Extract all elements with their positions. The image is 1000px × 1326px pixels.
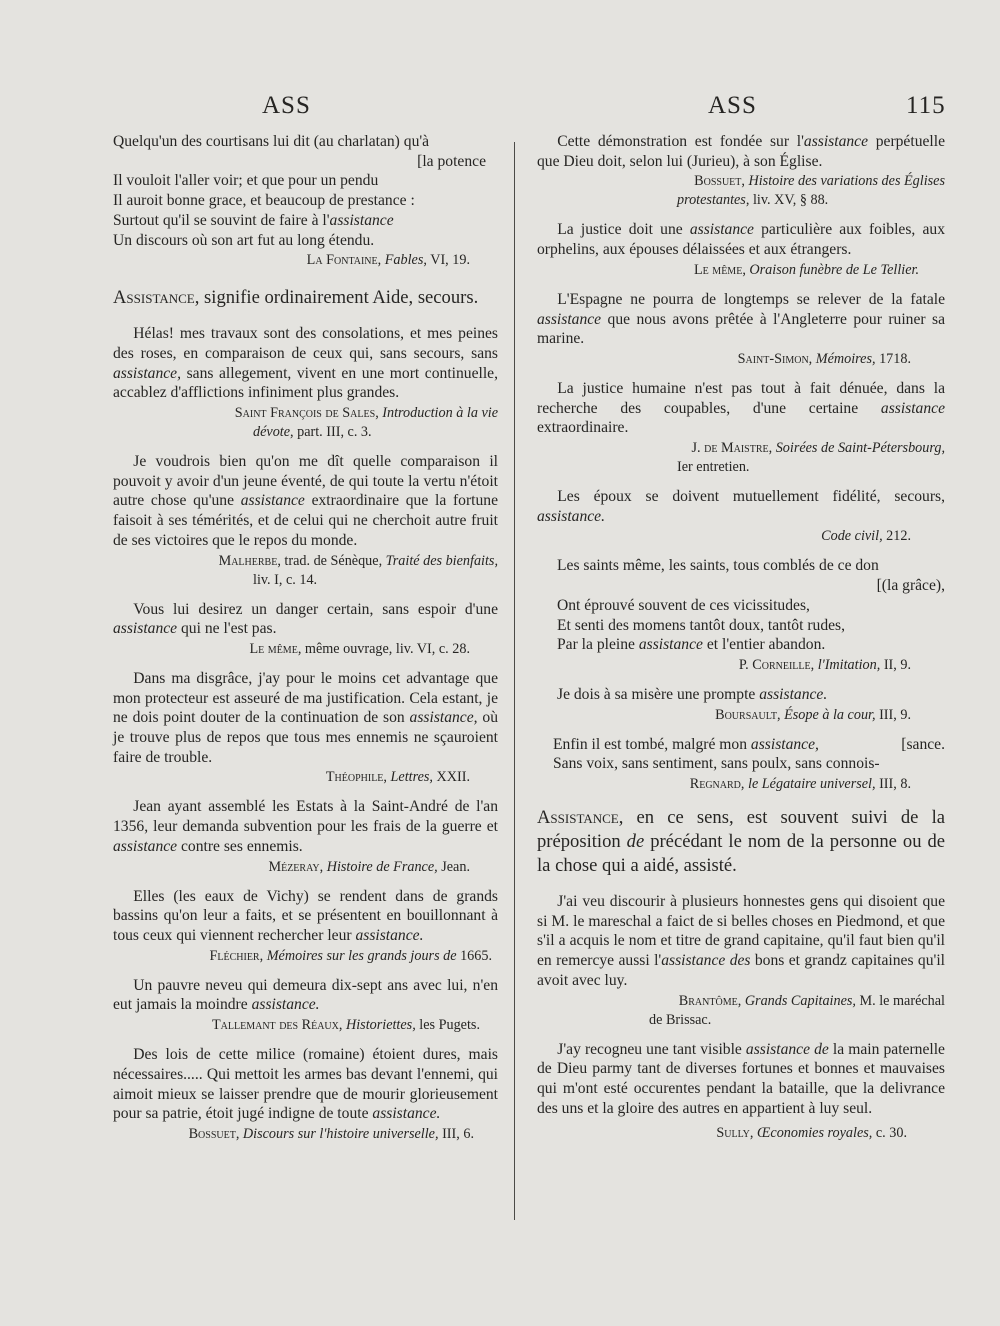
- verse-line: Il auroit bonne grace, et beaucoup de prestance :: [113, 192, 415, 210]
- quotation: Vous lui desirez un danger certain, sans espoir d'une assistance qui ne l'est pas. Le même, même ouvrage, liv. VI, c. 28.: [113, 600, 498, 657]
- quotation: Hélas! mes travaux sont des consolations, et mes peines des roses, en comparaison de ceux qui, sans secours, sans assistance, sans allegement, vivent en une mort continuelle, accablez d'afflictions infiniment plus grandes. Saint François de Sales, Introduction à la vie dévote, part. III, c. 3.: [113, 325, 498, 441]
- quotation: J'ay recogneu une tant visible assistance de la main paternelle de Dieu parmy tant de diverses fortunes et bonnes et mauvaises qui m'ont esté occurentes pendant la bataille, que la delivrance des uns et la gloire des autres en appartient à luy seul. Sully, Œconomies royales, c. 30.: [537, 1040, 945, 1142]
- verse-line: Ont éprouvé souvent de ces vicissitudes,: [557, 596, 810, 614]
- attribution: Regnard, le Légataire universel, III, 8.: [689, 776, 911, 793]
- quotation: La justice humaine n'est pas tout à fait dénuée, dans la recherche des coupables, d'une certaine assistance extraordinaire. J. de Maistre, Soirées de Saint-Pétersbourg, Ier entretien.: [537, 379, 945, 476]
- quotation: L'Espagne ne pourra de longtemps se relever de la fatale assistance que nous avons prêtée à l'Angleterre pour ruiner sa marine. Saint-Simon, Mémoires, 1718.: [537, 290, 945, 367]
- verse-line: Et senti des momens tantôt doux, tantôt rudes,: [557, 616, 846, 634]
- right-column: [537, 132, 945, 1153]
- verse-quote: [537, 735, 945, 794]
- quotation: Des lois de cette milice (romaine) étoient dures, mais nécessaires..... Qui mettoit les armes bas devant l'ennemi, qui aimoit mieux se laisser prendre que de mourir glorieusement pour sa patrie, étoit jugé indigne de toute assistance. Bossuet, Discours sur l'histoire universelle, III, 6.: [113, 1046, 498, 1142]
- verse-line: Par la pleine assistance et l'entier abandon.: [557, 636, 826, 654]
- verse-line: Il vouloit l'aller voir; et que pour un pendu: [113, 172, 379, 190]
- quotation: Elles (les eaux de Vichy) se rendent dans de grands bassins qu'on leur a faits, et se présentent en bouillonnant à tous ceux qui viennent rechercher leur assistance. Fléchier, Mémoires sur les grands jours de 1665.: [113, 887, 498, 964]
- page-number: 115: [906, 92, 946, 119]
- running-head-left: ASS: [262, 92, 311, 119]
- verse-quote: [537, 685, 945, 725]
- definition: Assistance, en ce sens, est souvent suivi de la préposition de précédant le nom de la personne ou de la chose qui a aidé, assisté.: [537, 807, 946, 877]
- attribution: Sully, Œconomies royales, c. 30.: [716, 1125, 907, 1142]
- attribution: Le même, même ouvrage, liv. VI, c. 28.: [249, 640, 470, 657]
- attribution: Fléchier, Mémoires sur les grands jours de 1665.: [209, 947, 492, 964]
- attribution: Le même, Oraison funèbre de Le Tellier.: [693, 261, 919, 278]
- verse-quote: [113, 132, 498, 270]
- attribution: Boursault, Ésope à la cour, III, 9.: [715, 706, 911, 723]
- verse-line: Un discours où son art fut au long étendu.: [113, 231, 375, 249]
- quotation: J'ai veu discourir à plusieurs honnestes gens qui disoient que si M. le mareschal a faict de si belles choses en Piedmond, et que s'il a acquis le nom et titre de grand capitaine, qu'il faut bien qu'il en remercye aussi l'assistance des bons et grandz capitaines qu'il avoit avec luy. Brantôme, Grands Capitaines, M. le maréchal de Brissac.: [537, 893, 945, 1028]
- verse-line: Enfin il est tombé, malgré mon assistance, [sance.: [553, 735, 945, 753]
- verse-line: Surtout qu'il se souvint de faire à l'assistance: [113, 211, 394, 229]
- attribution: Saint François de Sales, Introduction à la vie: [234, 405, 498, 422]
- verse-line: [la potence: [417, 152, 486, 170]
- verse-line: [(la grâce),: [876, 577, 945, 595]
- attribution: Code civil, 212.: [821, 528, 911, 545]
- attribution: Brantôme, Grands Capitaines, M. le maréchal: [678, 992, 945, 1009]
- column-divider: [514, 142, 515, 1220]
- attribution: P. Corneille, l'Imitation, II, 9.: [738, 656, 911, 673]
- attribution: La Fontaine, Fables, VI, 19.: [306, 252, 470, 269]
- verse-line: Sans voix, sans sentiment, sans poulx, sans connois-: [553, 755, 880, 773]
- quotation: Je voudrois bien qu'on me dît quelle comparaison il pouvoit y avoir d'un jeune éventé, de qui toute la vertu n'étoit autre chose qu'une assistance extraordinaire que la fortune faisoit à ses témérités, et de celui qui ne cherchoit autre fruit de ses victoires que le repos du monde. Malherbe, trad. de Sénèque, Traité des bienfaits, liv. I, c. 14.: [113, 453, 498, 588]
- attribution: J. de Maistre, Soirées de Saint-Pétersbourg,: [691, 440, 945, 457]
- attribution: Malherbe, trad. de Sénèque, Traité des bienfaits,: [218, 552, 498, 569]
- quotation: Les époux se doivent mutuellement fidélité, secours, assistance. Code civil, 212.: [537, 488, 945, 545]
- quotation: Cette démonstration est fondée sur l'assistance perpétuelle que Dieu doit, selon lui (Jurieu), à son Église. Bossuet, Histoire des variations des Églises protestantes, liv. XV, § 88.: [537, 133, 945, 209]
- definition: Assistance, signifie ordinairement Aide, secours.: [113, 287, 479, 309]
- left-column: [113, 132, 498, 1154]
- quotation: Jean ayant assemblé les Estats à la Saint-André de l'an 1356, leur demanda subvention pour les frais de la guerre et assistance contre ses ennemis. Mézeray, Histoire de France, Jean.: [113, 798, 498, 875]
- verse-line: Je dois à sa misère une prompte assistance.: [557, 685, 828, 703]
- verse-quote: [537, 556, 945, 675]
- attribution: Bossuet, Discours sur l'histoire universelle, III, 6.: [188, 1125, 474, 1142]
- attribution: Saint-Simon, Mémoires, 1718.: [737, 350, 911, 367]
- quotation: Dans ma disgrâce, j'ay pour le moins cet advantage que mon protecteur est asseuré de ma justification. Cela estant, je ne dois point douter de la continuation de son assistance, où je trouve plus de repos que tous mes ennemis ne sçauroient faire de trouble. Théophile, Lettres, XXII.: [113, 669, 499, 786]
- quotation: Un pauvre neveu qui demeura dix-sept ans avec lui, n'en eut jamais la moindre assistance. Tallemant des Réaux, Historiettes, les Pugets.: [113, 976, 498, 1034]
- attribution: Tallemant des Réaux, Historiettes, les Pugets.: [212, 1017, 480, 1034]
- verse-line: Les saints même, les saints, tous comblés de ce don: [557, 557, 879, 575]
- verse-line: Quelqu'un des courtisans lui dit (au charlatan) qu'à: [113, 133, 430, 150]
- quotation: La justice doit une assistance particulière aux foibles, aux orphelins, aux épouses délaissées et aux étrangers. Le même, Oraison funèbre de Le Tellier.: [537, 221, 945, 278]
- running-head-right: ASS: [708, 92, 757, 119]
- attribution: Bossuet, Histoire des variations des Églises: [694, 173, 945, 190]
- attribution: Mézeray, Histoire de France, Jean.: [268, 858, 470, 875]
- attribution: Théophile, Lettres, XXII.: [325, 769, 470, 786]
